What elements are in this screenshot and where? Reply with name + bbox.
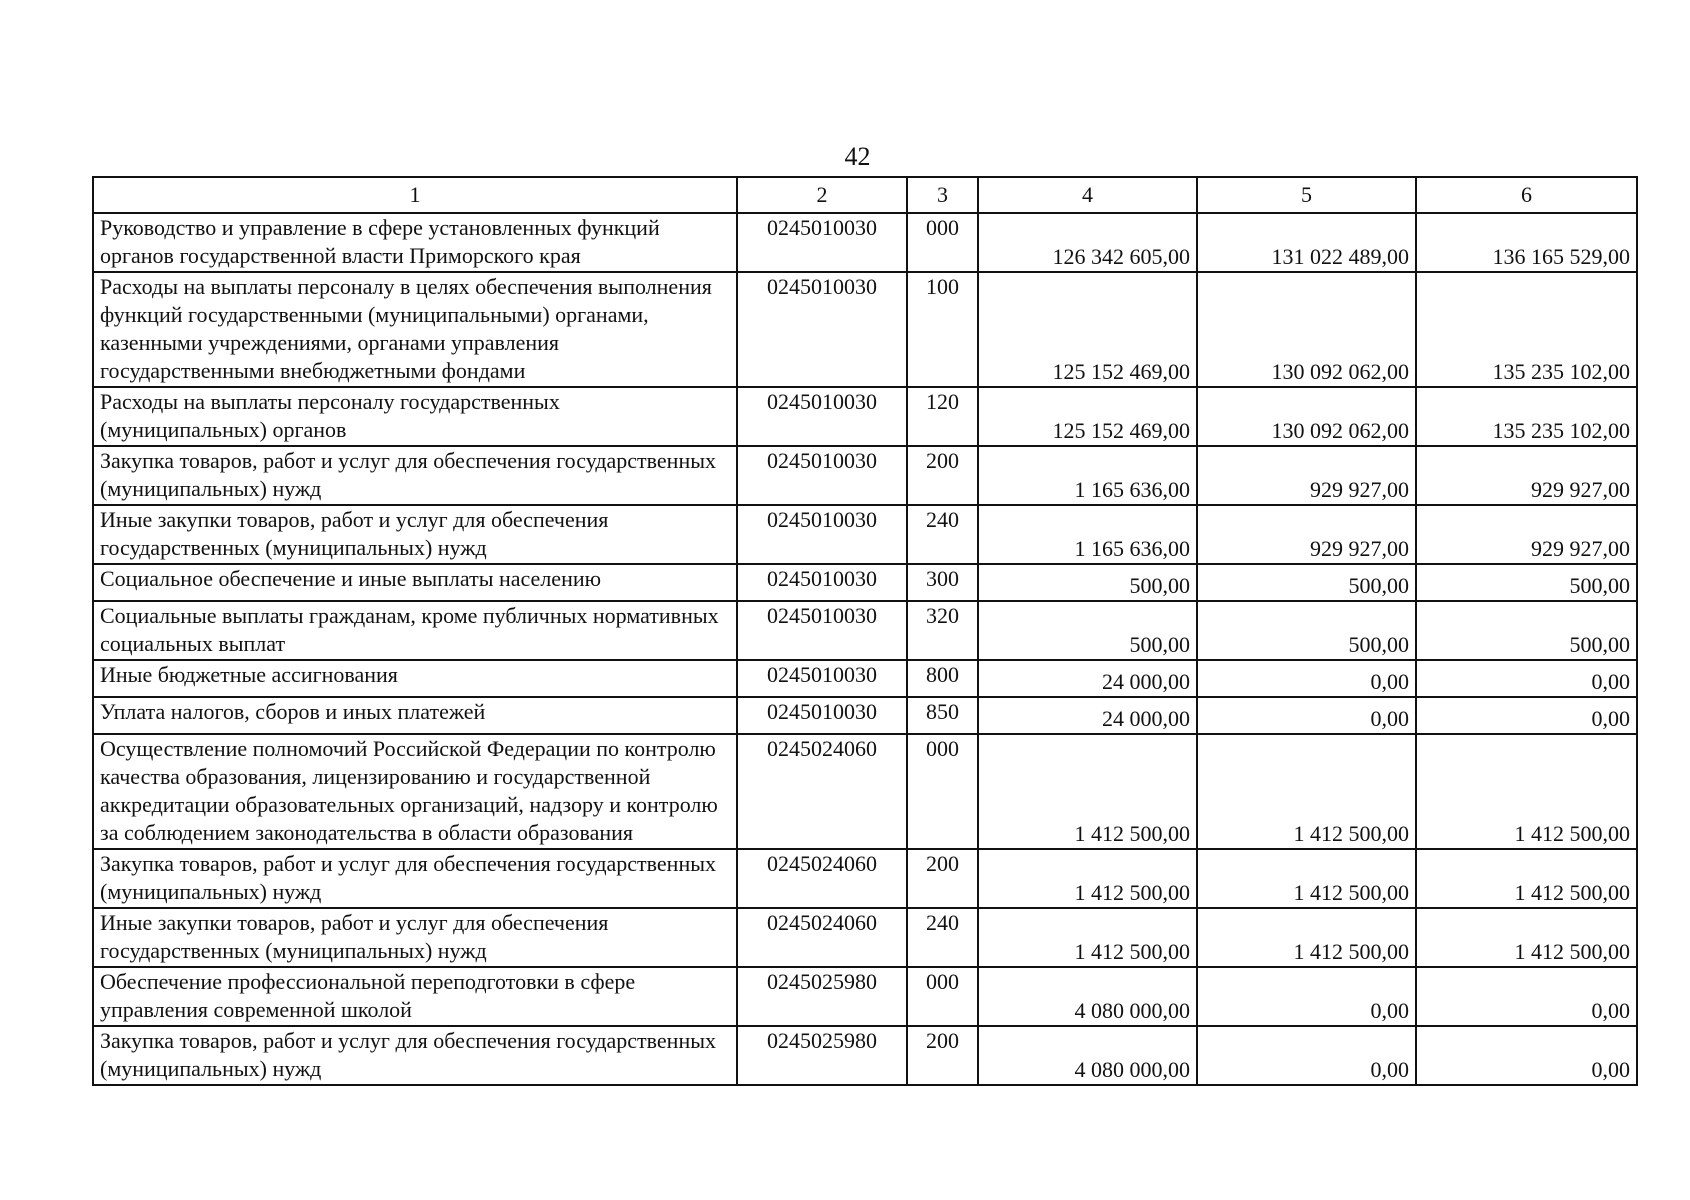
row-expense-type: 850	[907, 697, 978, 734]
row-amount-col5: 0,00	[1197, 967, 1416, 1026]
table-row	[93, 908, 1637, 967]
table-row	[93, 660, 1637, 697]
row-expense-type: 240	[907, 908, 978, 967]
table-row	[93, 849, 1637, 908]
row-amount-col5: 500,00	[1197, 564, 1416, 601]
row-amount-col5: 1 412 500,00	[1197, 908, 1416, 967]
column-header-3: 3	[907, 177, 978, 213]
row-target-code: 0245024060	[737, 734, 907, 849]
row-amount-col4: 500,00	[978, 601, 1197, 660]
row-target-code: 0245010030	[737, 446, 907, 505]
row-amount-col4: 4 080 000,00	[978, 967, 1197, 1026]
row-amount-col5: 130 092 062,00	[1197, 272, 1416, 387]
row-amount-col6: 929 927,00	[1416, 505, 1637, 564]
row-name: Закупка товаров, работ и услуг для обеспечения государственных (муниципальных) нужд	[93, 1026, 737, 1085]
table-row	[93, 564, 1637, 601]
row-target-code: 0245010030	[737, 601, 907, 660]
row-amount-col4: 125 152 469,00	[978, 387, 1197, 446]
row-expense-type: 300	[907, 564, 978, 601]
row-expense-type: 000	[907, 734, 978, 849]
row-name: Расходы на выплаты персоналу в целях обеспечения выполнения функций государственными (муниципальными) органами, казенными учреждениями, органами управления государственными внебюджетными фондами	[93, 272, 737, 387]
row-target-code: 0245010030	[737, 564, 907, 601]
table-row	[93, 505, 1637, 564]
row-amount-col6: 136 165 529,00	[1416, 213, 1637, 272]
row-expense-type: 240	[907, 505, 978, 564]
row-amount-col4: 500,00	[978, 564, 1197, 601]
table-row	[93, 1026, 1637, 1085]
row-name: Закупка товаров, работ и услуг для обеспечения государственных (муниципальных) нужд	[93, 849, 737, 908]
column-header-2: 2	[737, 177, 907, 213]
row-expense-type: 320	[907, 601, 978, 660]
row-amount-col6: 135 235 102,00	[1416, 387, 1637, 446]
row-name: Иные закупки товаров, работ и услуг для обеспечения государственных (муниципальных) нужд	[93, 908, 737, 967]
table-row	[93, 967, 1637, 1026]
row-amount-col4: 1 165 636,00	[978, 446, 1197, 505]
row-amount-col4: 1 412 500,00	[978, 908, 1197, 967]
row-amount-col6: 0,00	[1416, 967, 1637, 1026]
row-amount-col5: 131 022 489,00	[1197, 213, 1416, 272]
row-amount-col5: 1 412 500,00	[1197, 849, 1416, 908]
row-amount-col6: 1 412 500,00	[1416, 734, 1637, 849]
table-row	[93, 387, 1637, 446]
table-row	[93, 734, 1637, 849]
row-name: Иные закупки товаров, работ и услуг для обеспечения государственных (муниципальных) нужд	[93, 505, 737, 564]
row-name: Руководство и управление в сфере установленных функций органов государственной власти Приморского края	[93, 213, 737, 272]
page-number: 42	[844, 142, 871, 171]
table-row	[93, 601, 1637, 660]
row-name: Обеспечение профессиональной переподготовки в сфере управления современной школой	[93, 967, 737, 1026]
row-amount-col4: 1 165 636,00	[978, 505, 1197, 564]
row-amount-col4: 1 412 500,00	[978, 849, 1197, 908]
column-header-4: 4	[978, 177, 1197, 213]
row-amount-col5: 929 927,00	[1197, 446, 1416, 505]
table-row	[93, 446, 1637, 505]
row-name: Иные бюджетные ассигнования	[93, 660, 737, 697]
row-amount-col6: 0,00	[1416, 660, 1637, 697]
row-amount-col4: 24 000,00	[978, 697, 1197, 734]
row-expense-type: 100	[907, 272, 978, 387]
row-amount-col6: 0,00	[1416, 697, 1637, 734]
row-target-code: 0245010030	[737, 272, 907, 387]
table-row	[93, 272, 1637, 387]
row-target-code: 0245010030	[737, 505, 907, 564]
column-header-1: 1	[93, 177, 737, 213]
row-amount-col6: 500,00	[1416, 601, 1637, 660]
table-row	[93, 697, 1637, 734]
row-expense-type: 000	[907, 213, 978, 272]
table-body	[93, 213, 1637, 1085]
row-amount-col6: 1 412 500,00	[1416, 849, 1637, 908]
row-target-code: 0245025980	[737, 967, 907, 1026]
row-amount-col4: 126 342 605,00	[978, 213, 1197, 272]
row-amount-col6: 0,00	[1416, 1026, 1637, 1085]
row-amount-col4: 4 080 000,00	[978, 1026, 1197, 1085]
row-name: Расходы на выплаты персоналу государственных (муниципальных) органов	[93, 387, 737, 446]
row-amount-col5: 929 927,00	[1197, 505, 1416, 564]
row-target-code: 0245010030	[737, 387, 907, 446]
row-expense-type: 120	[907, 387, 978, 446]
row-expense-type: 200	[907, 849, 978, 908]
row-target-code: 0245010030	[737, 660, 907, 697]
row-name: Социальные выплаты гражданам, кроме публичных нормативных социальных выплат	[93, 601, 737, 660]
row-amount-col5: 0,00	[1197, 1026, 1416, 1085]
row-name: Закупка товаров, работ и услуг для обеспечения государственных (муниципальных) нужд	[93, 446, 737, 505]
row-expense-type: 800	[907, 660, 978, 697]
column-header-6: 6	[1416, 177, 1637, 213]
row-amount-col5: 0,00	[1197, 697, 1416, 734]
row-amount-col6: 929 927,00	[1416, 446, 1637, 505]
row-amount-col5: 130 092 062,00	[1197, 387, 1416, 446]
budget-table	[92, 176, 1638, 1086]
row-target-code: 0245024060	[737, 849, 907, 908]
row-expense-type: 000	[907, 967, 978, 1026]
row-amount-col5: 1 412 500,00	[1197, 734, 1416, 849]
row-target-code: 0245024060	[737, 908, 907, 967]
column-header-5: 5	[1197, 177, 1416, 213]
row-name: Осуществление полномочий Российской Федерации по контролю качества образования, лицензированию и государственной аккредитации образовательных организаций, надзору и контролю за соблюдением законодательства в области образования	[93, 734, 737, 849]
row-expense-type: 200	[907, 446, 978, 505]
row-amount-col6: 500,00	[1416, 564, 1637, 601]
table-header	[93, 177, 1637, 213]
row-name: Уплата налогов, сборов и иных платежей	[93, 697, 737, 734]
row-target-code: 0245010030	[737, 213, 907, 272]
row-amount-col5: 500,00	[1197, 601, 1416, 660]
row-amount-col6: 135 235 102,00	[1416, 272, 1637, 387]
row-name: Социальное обеспечение и иные выплаты населению	[93, 564, 737, 601]
row-amount-col6: 1 412 500,00	[1416, 908, 1637, 967]
row-amount-col4: 24 000,00	[978, 660, 1197, 697]
table-row	[93, 213, 1637, 272]
row-amount-col4: 1 412 500,00	[978, 734, 1197, 849]
row-amount-col5: 0,00	[1197, 660, 1416, 697]
row-target-code: 0245025980	[737, 1026, 907, 1085]
row-expense-type: 200	[907, 1026, 978, 1085]
row-target-code: 0245010030	[737, 697, 907, 734]
header-row	[93, 177, 1637, 213]
row-amount-col4: 125 152 469,00	[978, 272, 1197, 387]
